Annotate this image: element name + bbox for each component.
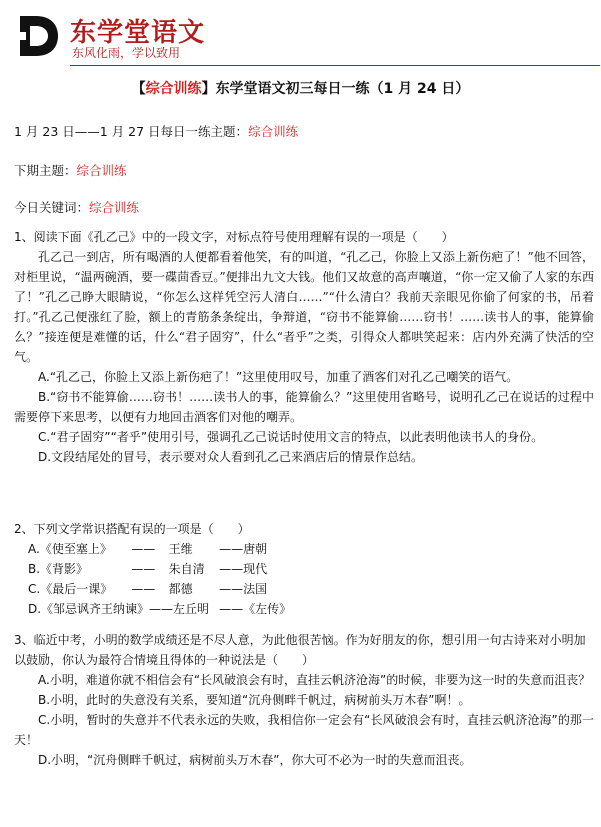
keyword-value: 综合训练 (89, 200, 140, 215)
question-1 (14, 227, 594, 467)
question-1-option-a: A.“孔乙己，你脸上又添上新伤疤了！”这里使用叹号，加重了酒客们对孔乙己嘲笑的语气。 (38, 370, 519, 384)
table-row (28, 559, 301, 579)
question-3-option-b: B.小明，此时的失意没有关系，要知道“沉舟侧畔千帆过，病树前头万木春”啊！。 (38, 693, 471, 707)
page-title (0, 78, 601, 98)
question-2-stem: 2、下列文学常识搭配有误的一项是（ ） (14, 522, 250, 536)
question-1-option-c: C.“君子固穷”“者乎”使用引号，强调孔乙己说话时使用文言的特点，以此表明他读书人的身份。 (38, 430, 544, 444)
era: ——唐朝 (219, 542, 268, 556)
work-title: B.《背影》 (28, 562, 89, 576)
next-label: 下期主题： (14, 163, 77, 178)
table-row (28, 579, 301, 599)
question-3-option-c: C.小明，暂时的失意并不代表永远的失败，我相信你一定会有“长风破浪会有时，直挂云帆济沧海”的那一天！ (14, 713, 594, 747)
author: 王维 (168, 542, 193, 556)
question-3 (14, 630, 594, 770)
table-row (28, 539, 301, 559)
title-tag: 综合训练 (145, 81, 202, 97)
brand-logo-icon (14, 12, 62, 60)
era: ——现代 (219, 562, 268, 576)
next-theme (14, 161, 127, 179)
header (0, 0, 601, 70)
keyword-label: 今日关键词： (14, 200, 90, 215)
question-3-stem: 3、临近中考，小明的数学成绩还是不尽人意，为此他很苦恼。作为好朋友的你，想引用一句古诗来对小明加以鼓励，你认为最符合情境且得体的一种说法是（ ） (14, 633, 586, 667)
era: ——法国 (219, 582, 268, 596)
work-title: D.《邹忌讽齐王纳谏》——左丘明 (28, 602, 210, 616)
title-text: 东学堂语文初三每日一练（1 月 24 日） (215, 81, 470, 97)
title-bracket-close: 】 (201, 81, 216, 97)
brand-name: 东学堂语文 (70, 18, 206, 48)
question-1-passage: 孔乙己一到店，所有喝酒的人便都看着他笑，有的叫道，“孔乙己，你脸上又添上新伤疤了！”他不回答，对柜里说，“温两碗酒，要一碟茴香豆。”便排出九文大钱。他们又故意的高声嚷道，“你一定又偷了人家的东西了！”孔乙己睁大眼睛说，“你怎么这样凭空污人清白……”“什么清白？我前天亲眼见你偷了何家的书，吊着打。”孔乙己便涨红了脸，额上的青筋条条绽出，争辩道，“窃书不能算偷……窃书！……读书人的事，能算偷么？”接连便是难懂的话，什么“君子固穷”，什么“者乎”之类，引得众人都哄笑起来：店内外充满了快活的空气。 (14, 250, 594, 364)
period-label: 1 月 23 日——1 月 27 日每日一练主题： (14, 124, 249, 139)
next-value: 综合训练 (76, 163, 127, 178)
literature-table (28, 539, 301, 619)
question-2 (14, 519, 594, 619)
work-title: C.《最后一课》 (28, 582, 113, 596)
question-1-stem: 1、阅读下面《孔乙己》中的一段文字，对标点符号使用理解有误的一项是（ ） (14, 230, 454, 244)
period-theme (14, 122, 298, 140)
title-bracket-open: 【 (131, 81, 146, 97)
author: 朱自清 (168, 562, 205, 576)
question-1-option-b: B.“窃书不能算偷……窃书！……读书人的事，能算偷么？”这里使用省略号，说明孔乙己在说话的过程中需要停下来思考，以便有力地回击酒客们对他的嘲弄。 (14, 390, 594, 424)
header-divider (70, 65, 600, 66)
dash: —— (131, 562, 156, 576)
question-3-option-a: A.小明，难道你就不相信会有“长风破浪会有时，直挂云帆济沧海”的时候，非要为这一时的失意而沮丧？ (38, 673, 591, 687)
dash: —— (131, 542, 156, 556)
author: 都德 (168, 582, 193, 596)
question-3-option-d: D.小明，“沉舟侧畔千帆过，病树前头万木春”，你大可不必为一时的失意而沮丧。 (38, 753, 472, 767)
era: ——《左传》 (219, 602, 292, 616)
period-value: 综合训练 (248, 124, 299, 139)
work-title: A.《使至塞上》 (28, 542, 112, 556)
brand-slogan: 东风化雨，学以致用 (72, 46, 181, 60)
dash: —— (131, 582, 156, 596)
question-1-option-d: D.文段结尾处的冒号，表示要对众人看到孔乙己来酒店后的情景作总结。 (38, 450, 424, 464)
table-row (28, 599, 301, 619)
today-keyword (14, 198, 139, 216)
